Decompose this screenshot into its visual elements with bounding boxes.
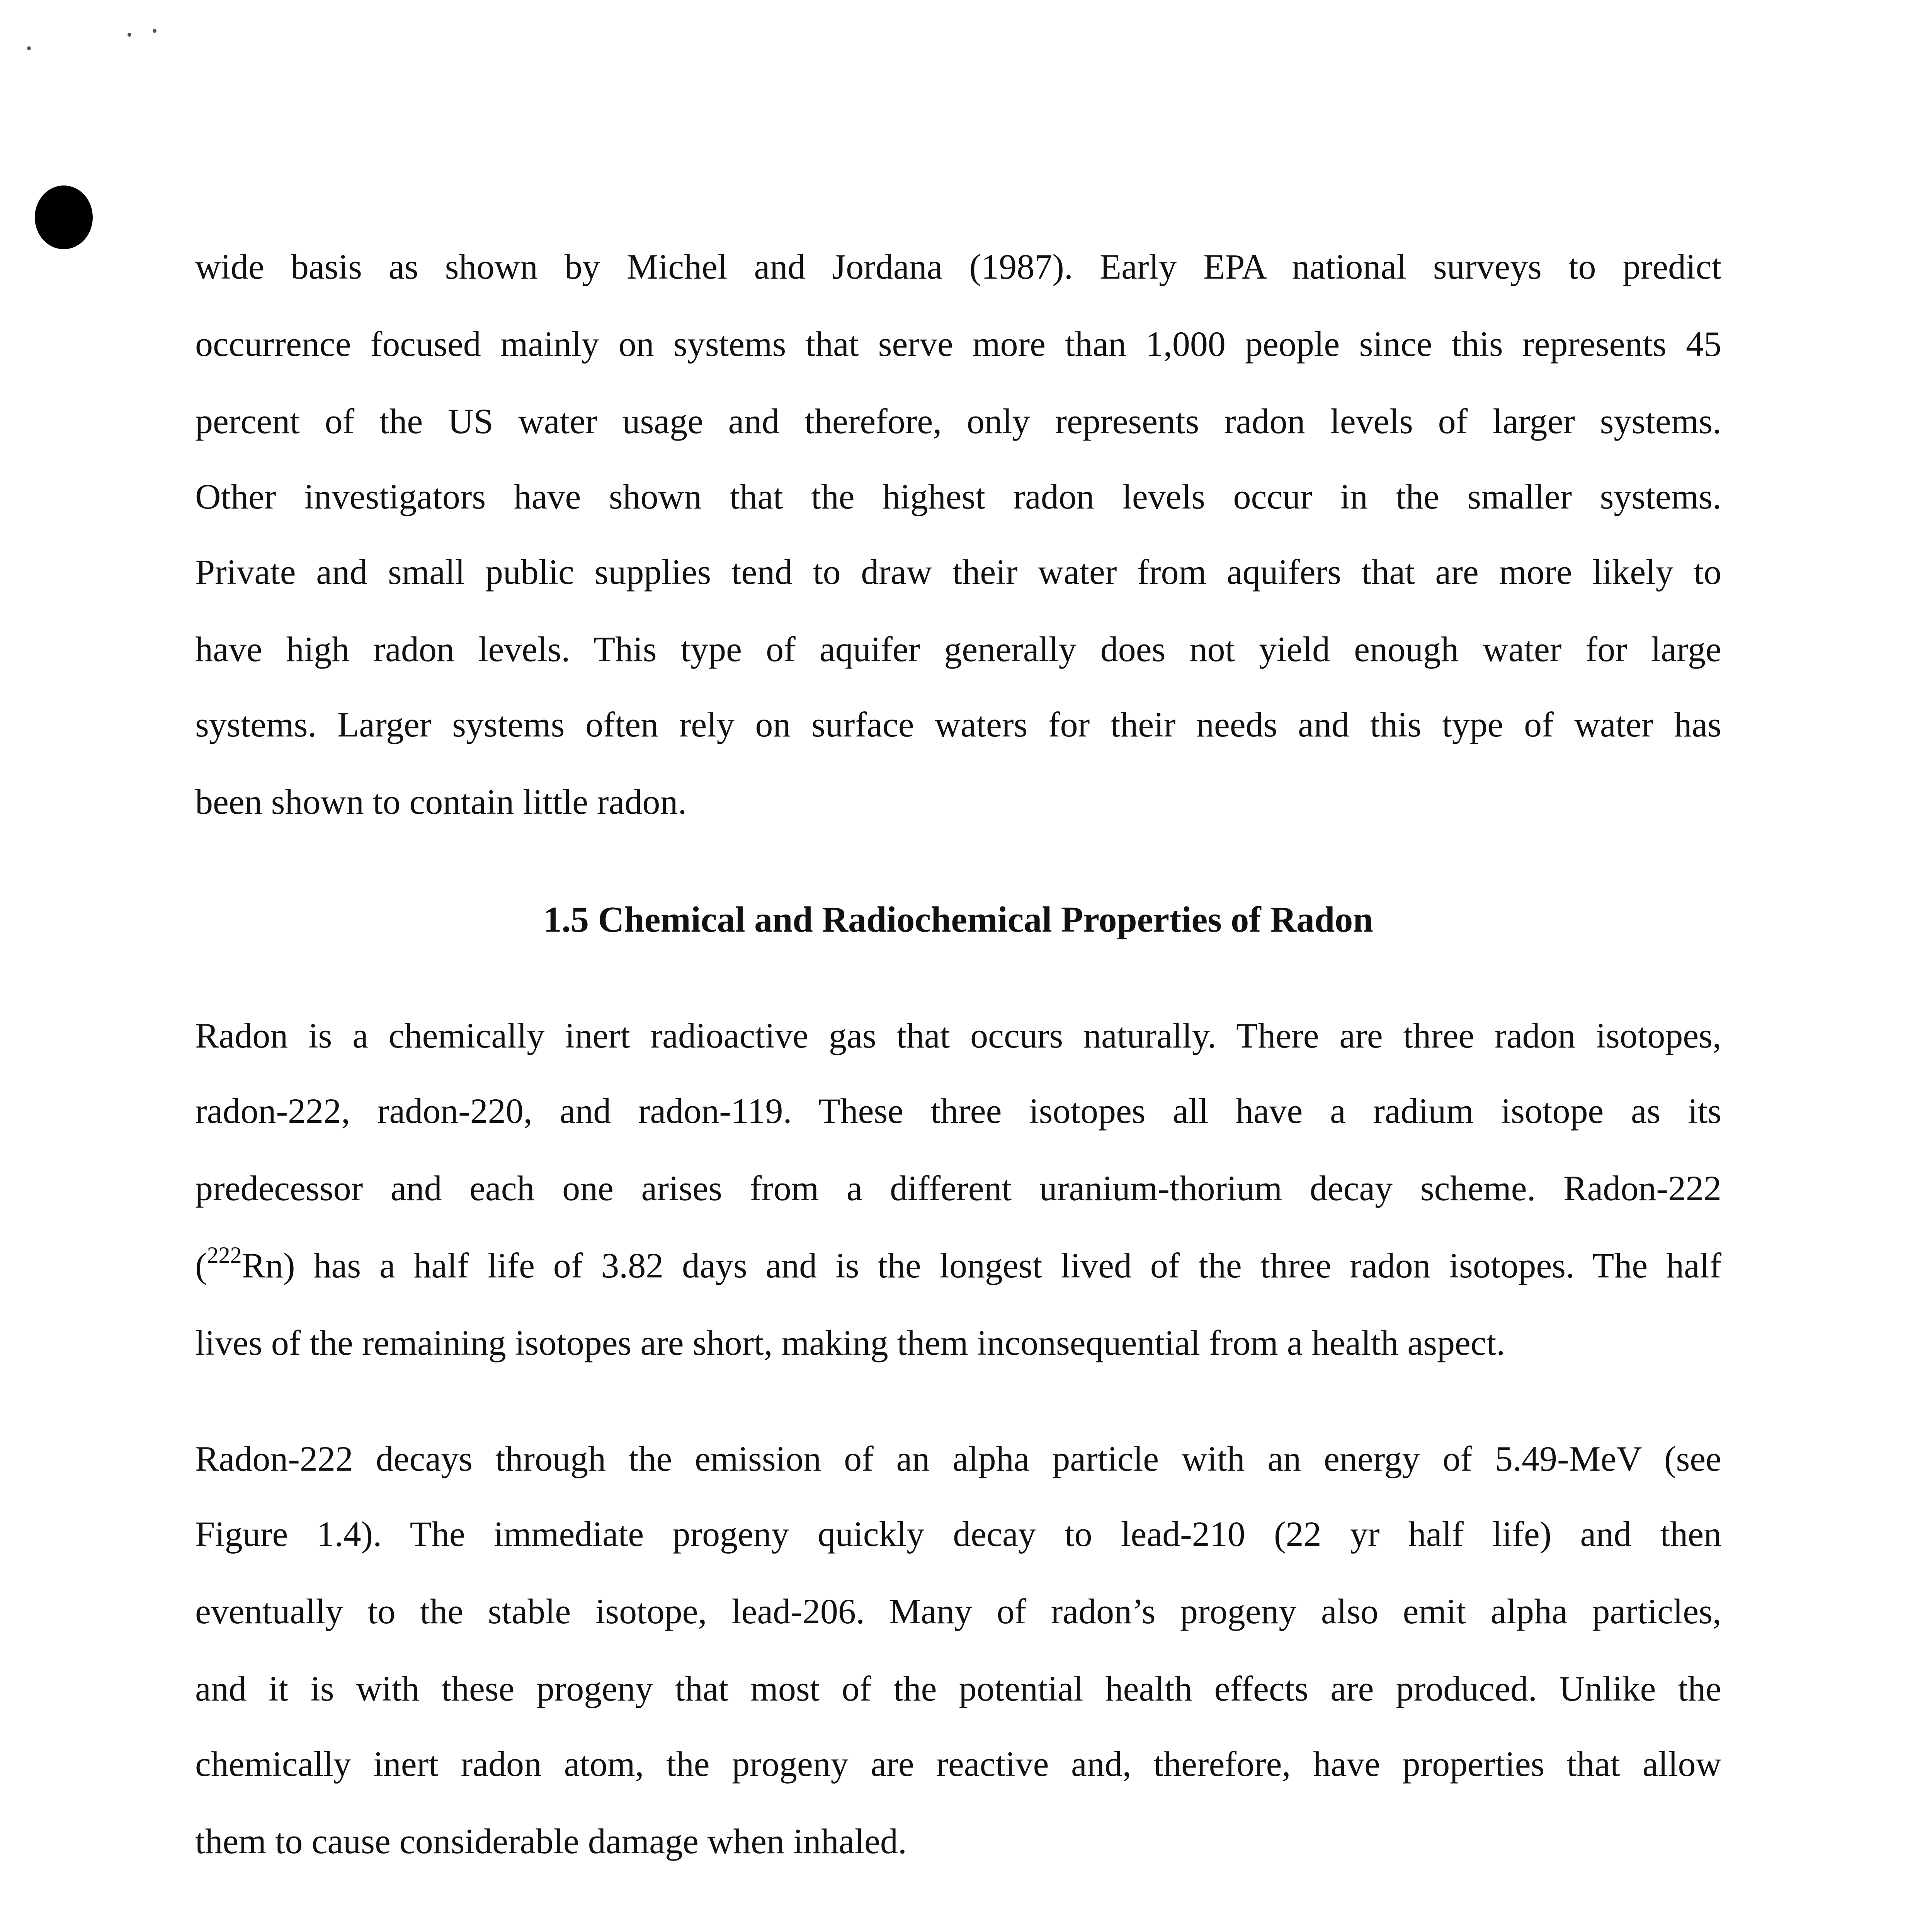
body-text-line: radon-222, radon-220, and radon-119. These three isotopes all have a radium isotope as its <box>195 1091 1721 1131</box>
line-remainder: Rn) has a half life of 3.82 days and is the longest lived of the three radon isotopes. The half <box>242 1246 1721 1285</box>
scan-speck <box>153 29 156 33</box>
body-text-line: eventually to the stable isotope, lead-206. Many of radon’s progeny also emit alpha particles, <box>195 1592 1721 1631</box>
body-text-line: percent of the US water usage and therefore, only represents radon levels of larger systems. <box>195 401 1721 441</box>
isotope-mass-number: 222 <box>207 1242 242 1268</box>
body-text-line: wide basis as shown by Michel and Jordana (1987). Early EPA national surveys to predict <box>195 247 1721 286</box>
body-text-line: systems. Larger systems often rely on surface waters for their needs and this type of water has <box>195 705 1721 744</box>
open-paren: ( <box>195 1246 207 1285</box>
body-text-line: predecessor and each one arises from a different uranium-thorium decay scheme. Radon-222 <box>195 1168 1721 1208</box>
body-text-line: been shown to contain little radon. <box>195 782 687 821</box>
scan-speck <box>128 33 131 37</box>
body-text-line: occurrence focused mainly on systems that serve more than 1,000 people since this represents 45 <box>195 324 1721 364</box>
body-text-line <box>195 1244 1721 1287</box>
body-text-line: Other investigators have shown that the highest radon levels occur in the smaller systems. <box>195 477 1721 516</box>
scan-speck <box>27 46 31 50</box>
body-text-line: Radon-222 decays through the emission of an alpha particle with an energy of 5.49-MeV (see <box>195 1439 1721 1478</box>
section-heading: 1.5 Chemical and Radiochemical Properties of Radon <box>543 900 1373 940</box>
body-text-line: and it is with these progeny that most of the potential health effects are produced. Unlike the <box>195 1669 1721 1708</box>
body-text-line: Radon is a chemically inert radioactive gas that occurs naturally. There are three radon isotopes, <box>195 1016 1721 1055</box>
body-text-line: have high radon levels. This type of aquifer generally does not yield enough water for large <box>195 629 1721 669</box>
body-text-line: Figure 1.4). The immediate progeny quickly decay to lead-210 (22 yr half life) and then <box>195 1514 1721 1554</box>
body-text-line: Private and small public supplies tend to draw their water from aquifers that are more likely to <box>195 552 1721 592</box>
body-text-line: lives of the remaining isotopes are short, making them inconsequential from a health aspect. <box>195 1323 1505 1362</box>
body-text-line: them to cause considerable damage when inhaled. <box>195 1821 907 1861</box>
hole-punch-mark <box>35 185 93 249</box>
body-text-line: chemically inert radon atom, the progeny are reactive and, therefore, have properties that allow <box>195 1744 1721 1784</box>
